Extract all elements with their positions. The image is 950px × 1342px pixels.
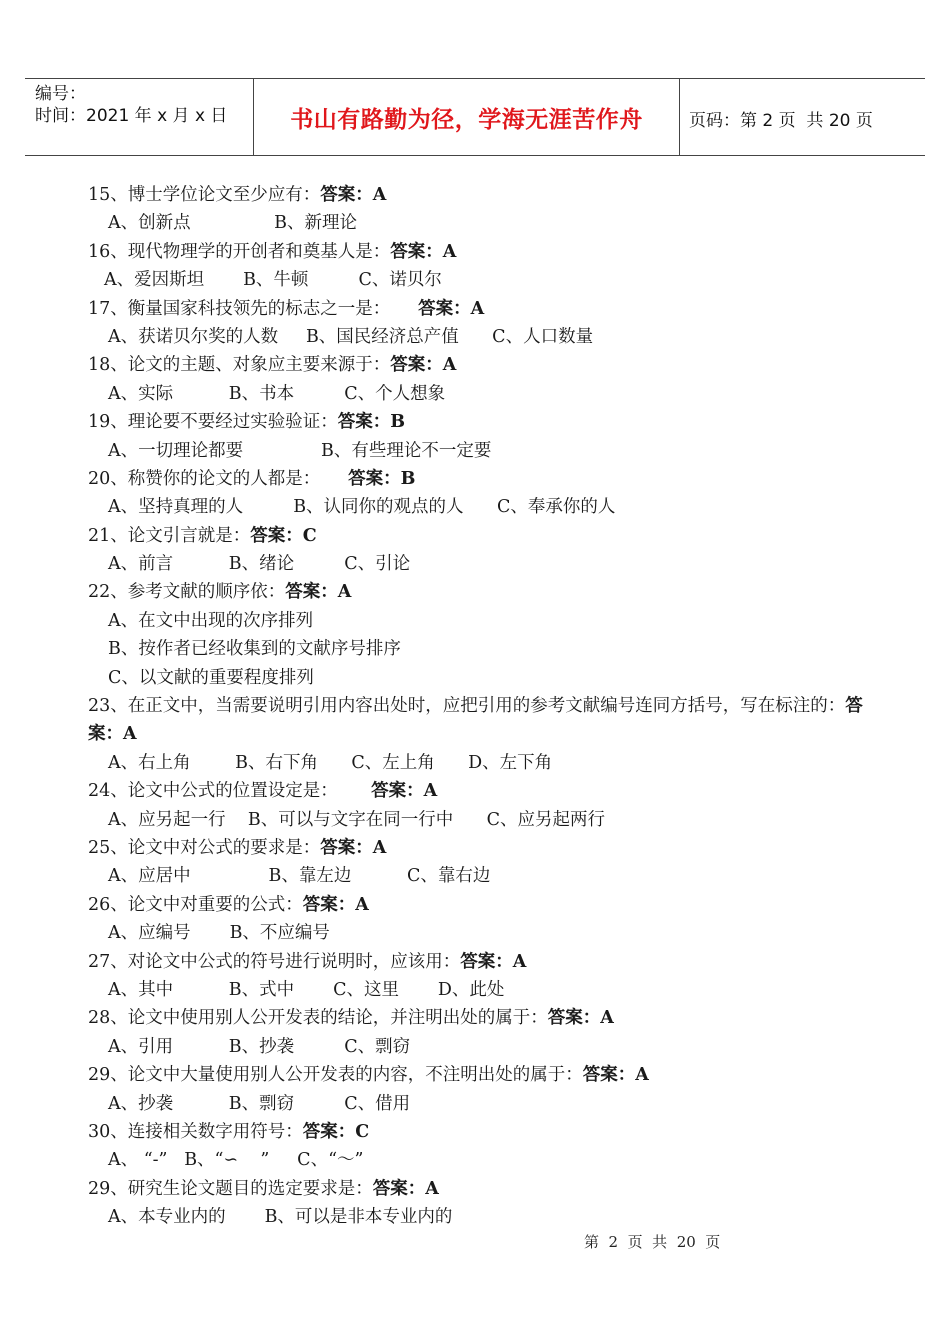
page-footer: 第 2 页 共 20 页 (584, 1233, 721, 1251)
question-line (88, 238, 868, 266)
question-text: 23、在正文中，当需要说明引用内容出处时，应把引用的参考文献编号连同方括号，写在标注的： (88, 696, 846, 717)
question-text: 27、对论文中公式的符号进行说明时，应该用： (88, 951, 461, 972)
question-text: 17、衡量国家科技领先的标志之一是： (88, 298, 419, 319)
question-text: 19、理论要不要经过实验验证： (88, 412, 338, 433)
option-line: C、以文献的重要程度排列 (108, 667, 314, 688)
header-page-number: 页码：第 2 页 共 20 页 (689, 111, 873, 131)
question-line (88, 692, 868, 749)
question-text: 15、博士学位论文至少应有： (88, 185, 321, 205)
question-text: 16、现代物理学的开创者和奠基人是： (88, 241, 391, 262)
question-list (88, 181, 868, 1231)
answer-label: 答案：A (390, 355, 457, 376)
option-line: A、 “-” B、“∽ ” C、“～” (108, 1150, 364, 1171)
option-line: A、应居中 B、靠左边 C、靠右边 (108, 866, 491, 887)
answer-label: 答案：A (88, 696, 863, 745)
answer-label: 答案：A (418, 298, 485, 319)
question-text: 28、论文中使用别人公开发表的结论，并注明出处的属于： (88, 1008, 548, 1029)
question-line (88, 181, 868, 209)
answer-label: 答案：A (460, 951, 527, 972)
question-line (88, 408, 868, 436)
option-line: A、本专业内的 B、可以是非本专业内的 (108, 1207, 453, 1228)
question-line (88, 1118, 868, 1146)
question-text: 21、论文引言就是： (88, 525, 251, 546)
option-line: A、实际 B、书本 C、个人想象 (108, 383, 446, 404)
answer-label: 答案：A (371, 781, 438, 802)
answer-label: 答案：C (302, 1121, 370, 1142)
time-label: 时间：2021 年 x 月 x 日 (35, 106, 228, 126)
option-line: A、其中 B、式中 C、这里 D、此处 (108, 979, 505, 1000)
option-line: A、引用 B、抄袭 C、剽窃 (108, 1036, 411, 1057)
question-line (88, 295, 868, 323)
question-text: 29、研究生论文题目的选定要求是： (88, 1178, 373, 1199)
option-line: A、在文中出现的次序排列 (108, 610, 314, 631)
option-line: A、应编号 B、不应编号 (108, 923, 330, 944)
page-header (25, 78, 925, 156)
question-line (88, 1004, 868, 1032)
option-line: A、创新点 B、新理论 (108, 213, 357, 234)
question-line (88, 578, 868, 606)
question-text: 29、论文中大量使用别人公开发表的内容，不注明出处的属于： (88, 1065, 583, 1086)
option-line: A、爱因斯坦 B、牛顿 C、诺贝尔 (104, 270, 442, 291)
question-line (88, 351, 868, 379)
header-meta (35, 83, 227, 127)
option-line: A、获诺贝尔奖的人数 B、国民经济总产值 C、人口数量 (108, 326, 594, 347)
answer-label: 答案：A (320, 838, 387, 859)
header-divider (679, 79, 680, 155)
answer-label: 答案：A (390, 241, 457, 262)
question-line (88, 834, 868, 862)
answer-label: 答案：A (285, 582, 352, 603)
question-text: 22、参考文献的顺序依： (88, 582, 286, 603)
answer-label: 答案：B (348, 468, 416, 489)
question-text: 24、论文中公式的位置设定是： (88, 781, 372, 802)
option-line: A、坚持真理的人 B、认同你的观点的人 C、奉承你的人 (108, 497, 616, 518)
answer-label: 答案：A (547, 1008, 614, 1029)
answer-label: 答案：A (582, 1065, 649, 1086)
question-text: 18、论文的主题、对象应主要来源于： (88, 355, 391, 376)
option-line: B、按作者已经收集到的文献序号排序 (108, 639, 401, 660)
option-line: A、右上角 B、右下角 C、左上角 D、左下角 (108, 752, 553, 773)
answer-label: 答案：C (250, 525, 317, 546)
answer-label: 答案：B (337, 412, 406, 433)
question-line (88, 1175, 868, 1203)
answer-label: 答案：A (302, 894, 369, 915)
answer-label: 答案：A (372, 1178, 439, 1199)
serial-number-label: 编号： (35, 84, 86, 104)
question-text: 25、论文中对公式的要求是： (88, 838, 321, 859)
question-line (88, 522, 868, 550)
option-line: A、前言 B、绪论 C、引论 (108, 554, 411, 575)
question-line (88, 777, 868, 805)
question-line (88, 465, 868, 493)
question-text: 26、论文中对重要的公式： (88, 894, 303, 915)
option-line: A、应另起一行 B、可以与文字在同一行中 C、应另起两行 (108, 809, 606, 830)
answer-label: 答案：A (320, 185, 387, 205)
question-text: 20、称赞你的论文的人都是： (88, 468, 349, 489)
question-line (88, 948, 868, 976)
question-line (88, 1061, 868, 1089)
question-line (88, 891, 868, 919)
option-line: A、一切理论都要 B、有些理论不一定要 (108, 440, 492, 461)
question-text: 30、连接相关数字用符号： (88, 1121, 303, 1142)
option-line: A、抄袭 B、剽窃 C、借用 (108, 1093, 411, 1114)
header-motto: 书山有路勤为径，学海无涯苦作舟 (290, 106, 643, 133)
